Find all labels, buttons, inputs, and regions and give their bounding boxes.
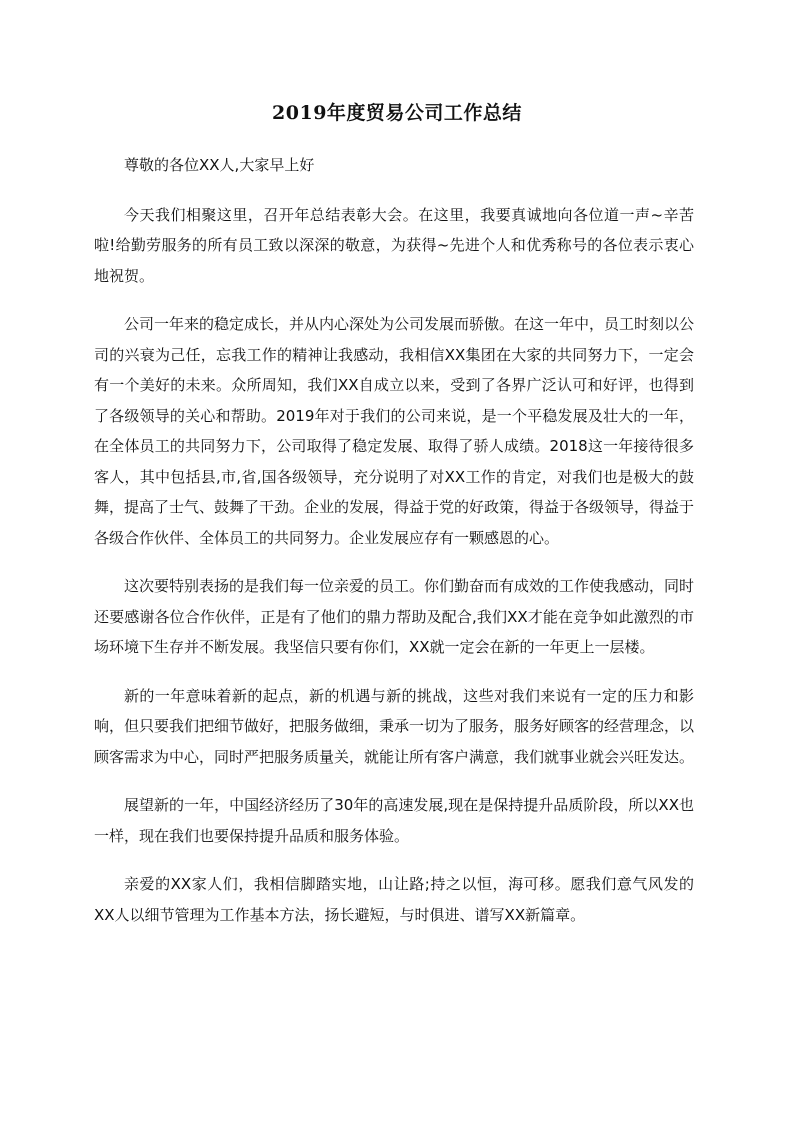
greeting-paragraph: 尊敬的各位XX人,大家早上好 <box>124 156 315 174</box>
document-body <box>94 150 694 948</box>
paragraph-1: 今天我们相聚这里，召开年总结表彰大会。在这里，我要真诚地向各位道一声~辛苦啦!给勤劳服务的所有员工致以深深的敬意，为获得~先进个人和优秀称号的各位表示衷心地祝贺。 <box>94 205 694 285</box>
paragraph-6: 亲爱的XX家人们，我相信脚踏实地，山让路;持之以恒，海可移。愿我们意气风发的XX人以细节管理为工作基本方法，扬长避短，与时俱进、谱写XX新篇章。 <box>94 875 694 924</box>
document-title: 2019年度贸易公司工作总结 <box>272 102 522 124</box>
paragraph-3: 这次要特别表扬的是我们每一位亲爱的员工。你们勤奋而有成效的工作使我感动，同时还要感谢各位合作伙伴，正是有了他们的鼎力帮助及配合,我们XX才能在竞争如此激烈的市场环境下生存并不断发展。我坚信只要有你们，XX就一定会在新的一年更上一层楼。 <box>94 577 695 656</box>
paragraph-2: 公司一年来的稳定成长，并从内心深处为公司发展而骄傲。在这一年中，员工时刻以公司的兴衰为己任，忘我工作的精神让我感动，我相信XX集团在大家的共同努力下，一定会有一个美好的未来。众所周知，我们XX自成立以来，受到了各界广泛认可和好评，也得到了各级领导的关心和帮助。2019年对于我们的公司来说，是一个平稳发展及壮大的一年，在全体员工的共同努力下，公司取得了稳定发展、取得了骄人成绩。2018这一年接待很多客人，其中包括县,市,省,国各级领导，充分说明了对XX工作的肯定，对我们也是极大的鼓舞，提高了士气、鼓舞了干劲。企业的发展，得益于党的好政策，得益于各级领导，得益于各级合作伙伴、全体员工的共同努力。企业发展应存有一颗感恩的心。 <box>94 315 695 547</box>
paragraph-4: 新的一年意味着新的起点，新的机遇与新的挑战，这些对我们来说有一定的压力和影响，但只要我们把细节做好，把服务做细，秉承一切为了服务，服务好顾客的经营理念，以顾客需求为中心，同时严把服务质量关，就能让所有客户满意，我们就事业就会兴旺发达。 <box>94 686 695 766</box>
paragraph-5: 展望新的一年，中国经济经历了30年的高速发展,现在是保持提升品质阶段，所以XX也一样，现在我们也要保持提升品质和服务体验。 <box>94 796 694 845</box>
